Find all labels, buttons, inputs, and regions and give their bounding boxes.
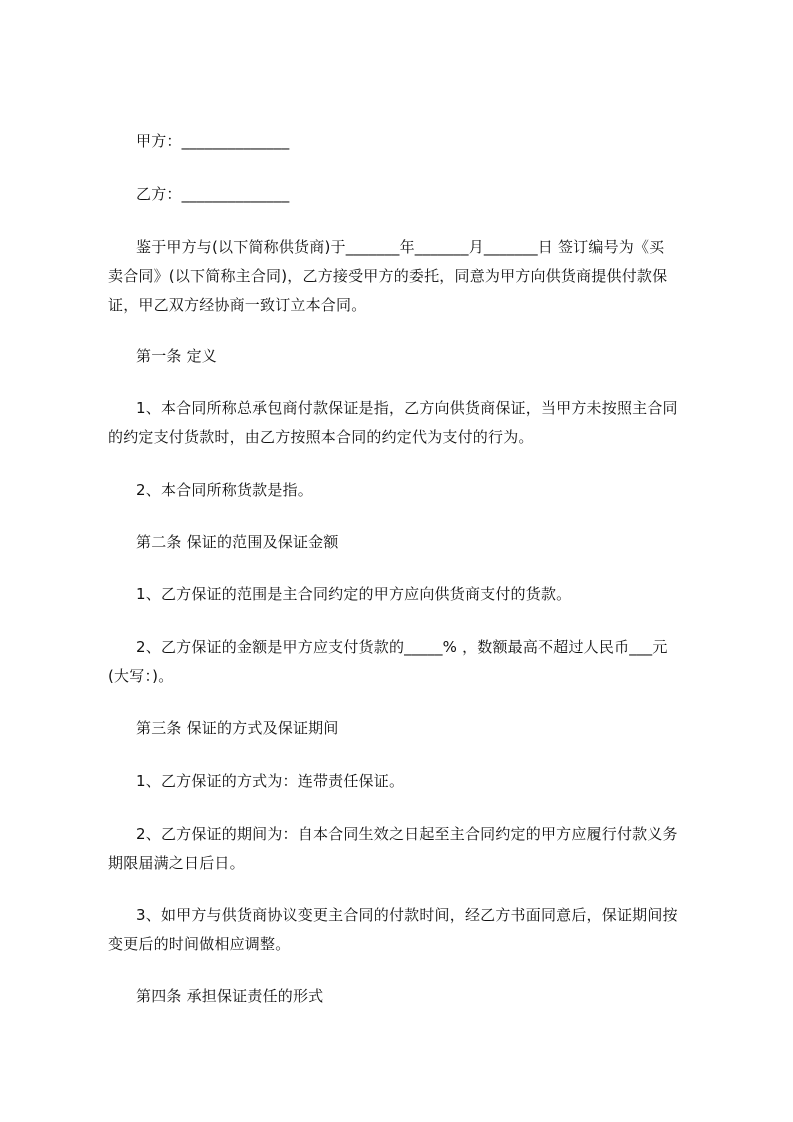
article-3-clause-3-line-2: 变更后的时间做相应调整。 [108, 935, 291, 953]
article-3-clause-2-line-2: 期限届满之日后日。 [108, 854, 245, 872]
article-1-clause-1-line-2: 的约定支付货款时，由乙方按照本合同的约定代为支付的行为。 [108, 428, 534, 446]
party-b-line: 乙方：______________ [136, 185, 290, 203]
article-1-clause-1-line-1: 1、本合同所称总承包商付款保证是指，乙方向供货商保证，当甲方未按照主合同 [136, 399, 678, 417]
article-2-clause-2-line-1: 2、乙方保证的金额是甲方应支付货款的_____% ，数额最高不超过人民币___元 [136, 638, 668, 656]
article-1-clause-2: 2、本合同所称货款是指。 [136, 481, 313, 499]
article-2-clause-1: 1、乙方保证的范围是主合同约定的甲方应向供货商支付的货款。 [136, 585, 572, 603]
preamble-line-3: 证，甲乙双方经协商一致订立本合同。 [108, 296, 367, 314]
article-3-title: 第三条 保证的方式及保证期间 [136, 719, 339, 737]
preamble-line-2: 卖合同》(以下简称主合同)，乙方接受甲方的委托，同意为甲方向供货商提供付款保 [108, 267, 668, 285]
party-a-line: 甲方：______________ [136, 132, 290, 150]
article-2-title: 第二条 保证的范围及保证金额 [136, 533, 339, 551]
article-3-clause-2-line-1: 2、乙方保证的期间为：自本合同生效之日起至主合同约定的甲方应履行付款义务 [136, 825, 678, 843]
article-3-clause-1: 1、乙方保证的方式为：连带责任保证。 [136, 772, 405, 790]
preamble-line-1: 鉴于甲方与(以下简称供货商)于_______年_______月_______日 签订编号为《买 [136, 238, 665, 256]
article-2-clause-2-line-2: (大写：)。 [108, 667, 174, 685]
article-4-title: 第四条 承担保证责任的形式 [136, 987, 324, 1005]
article-3-clause-3-line-1: 3、如甲方与供货商协议变更主合同的付款时间，经乙方书面同意后，保证期间按 [136, 906, 678, 924]
article-1-title: 第一条 定义 [136, 347, 217, 365]
